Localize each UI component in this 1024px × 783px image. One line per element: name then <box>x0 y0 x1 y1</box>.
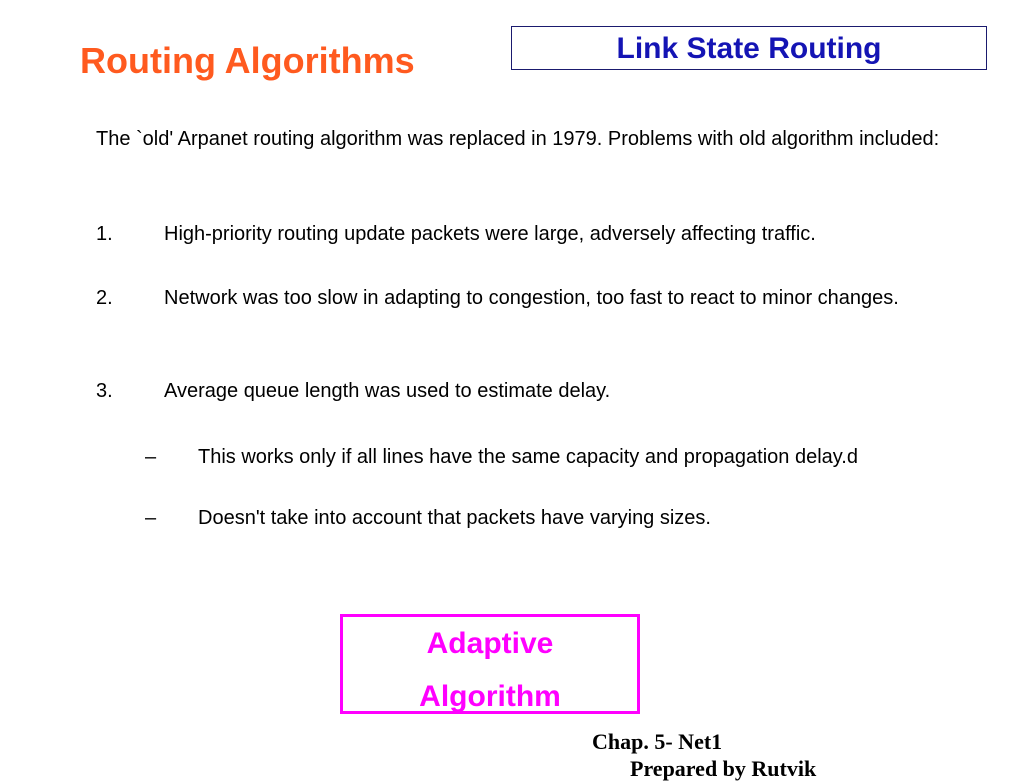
slide-title: Routing Algorithms <box>80 40 415 81</box>
list-item-text: Network was too slow in adapting to congestion, too fast to react to minor changes. <box>164 287 899 309</box>
footer-prepared-by: Prepared by Rutvik <box>630 756 817 781</box>
topic-box <box>511 26 987 70</box>
list-item-1 <box>96 220 944 249</box>
sub-item-text: Doesn't take into account that packets have varying sizes. <box>198 507 711 529</box>
list-item-2 <box>96 284 944 313</box>
sub-item-1 <box>145 443 944 472</box>
intro-paragraph: The `old' Arpanet routing algorithm was replaced in 1979. Problems with old algorithm included: <box>96 128 940 150</box>
callout-line-2: Algorithm <box>419 680 561 713</box>
list-item-number: 3. <box>96 380 113 402</box>
sub-item-text: This works only if all lines have the same capacity and propagation delay.d <box>198 446 858 468</box>
list-item-number: 2. <box>96 287 113 309</box>
dash-bullet: – <box>145 507 157 529</box>
sub-item-2 <box>145 504 944 533</box>
list-item-text: High-priority routing update packets were large, adversely affecting traffic. <box>164 223 816 245</box>
footer-chapter: Chap. 5- Net1 <box>592 729 723 754</box>
list-item-number: 1. <box>96 223 113 245</box>
list-item-text: Average queue length was used to estimate delay. <box>164 380 611 402</box>
callout-line-1: Adaptive <box>426 627 554 660</box>
dash-bullet: – <box>145 446 157 468</box>
adaptive-algorithm-callout <box>340 614 640 714</box>
topic-label: Link State Routing <box>616 32 882 65</box>
list-item-3 <box>96 377 944 406</box>
